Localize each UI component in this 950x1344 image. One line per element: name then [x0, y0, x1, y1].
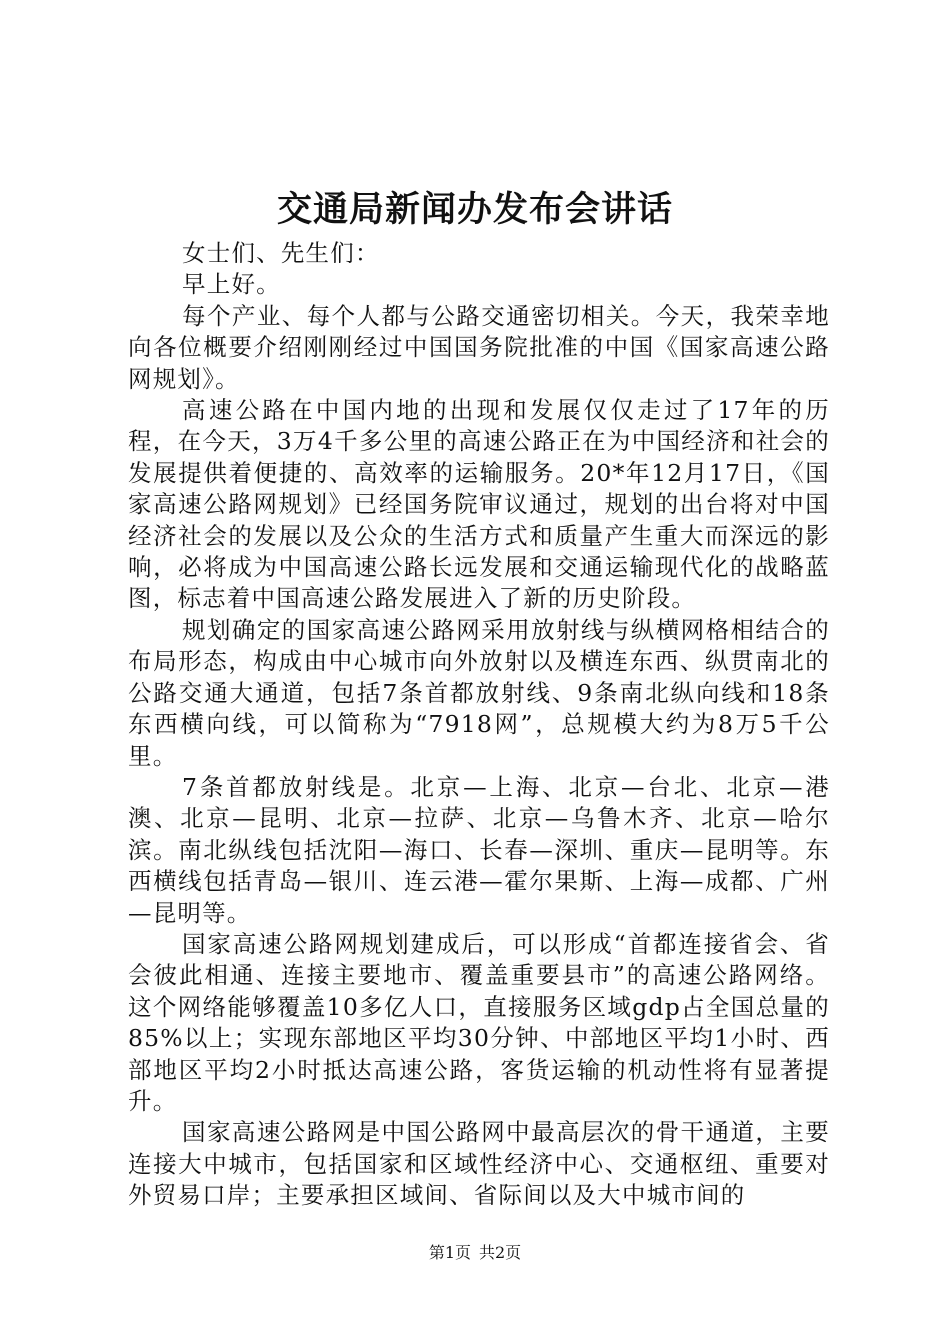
paragraph: 国家高速公路网是中国公路网中最高层次的骨干通道，主要连接大中城市，包括国家和区域性经济中心、交通枢纽、重要对外贸易口岸；主要承担区域间、省际间以及大中城市间的 — [128, 1118, 830, 1210]
paragraph: 7条首都放射线是。北京—上海、北京—台北、北京—港澳、北京—昆明、北京—拉萨、北京—乌鲁木齐、北京—哈尔滨。南北纵线包括沈阳—海口、长春—深圳、重庆—昆明等。东西横线包括青岛—银川、连云港—霍尔果斯、上海—成都、广州—昆明等。 — [128, 772, 830, 927]
paragraph: 规划确定的国家高速公路网采用放射线与纵横网格相结合的布局形态，构成由中心城市向外放射以及横连东西、纵贯南北的公路交通大通道，包括7条首都放射线、9条南北纵向线和18条东西横向线，可以简称为“7918网”，总规模大约为8万5千公里。 — [128, 615, 830, 770]
paragraph: 每个产业、每个人都与公路交通密切相关。今天，我荣幸地向各位概要介绍刚刚经过中国国务院批准的中国《国家高速公路网规划》。 — [128, 301, 830, 393]
page-number: 第1页 — [428, 1243, 471, 1262]
paragraph-salutation: 女士们、先生们： — [182, 239, 380, 267]
paragraph: 国家高速公路网规划建成后，可以形成“首都连接省会、省会彼此相通、连接主要地市、覆盖重要县市”的高速公路网络。这个网络能够覆盖10多亿人口，直接服务区域gdp占全国总量的85%以上；实现东部地区平均30分钟、中部地区平均1小时、西部地区平均2小时抵达高速公路，客货运输的机动性将有显著提升。 — [128, 929, 830, 1115]
paragraph-greeting: 早上好。 — [182, 270, 281, 299]
document-title: 交通局新闻办发布会讲话 — [276, 189, 673, 230]
page-footer — [0, 1242, 950, 1264]
document-body — [128, 238, 830, 1212]
paragraph: 高速公路在中国内地的出现和发展仅仅走过了17年的历程，在今天，3万4千多公里的高速公路正在为中国经济和社会的发展提供着便捷的、高效率的运输服务。20*年12月17日，《国家高速公路网规划》已经国务院审议通过，规划的出台将对中国经济社会的发展以及公众的生活方式和质量产生重大而深远的影响，必将成为中国高速公路长远发展和交通运输现代化的战略蓝图，标志着中国高速公路发展进入了新的历史阶段。 — [128, 396, 830, 613]
page-total: 共2页 — [479, 1243, 522, 1262]
